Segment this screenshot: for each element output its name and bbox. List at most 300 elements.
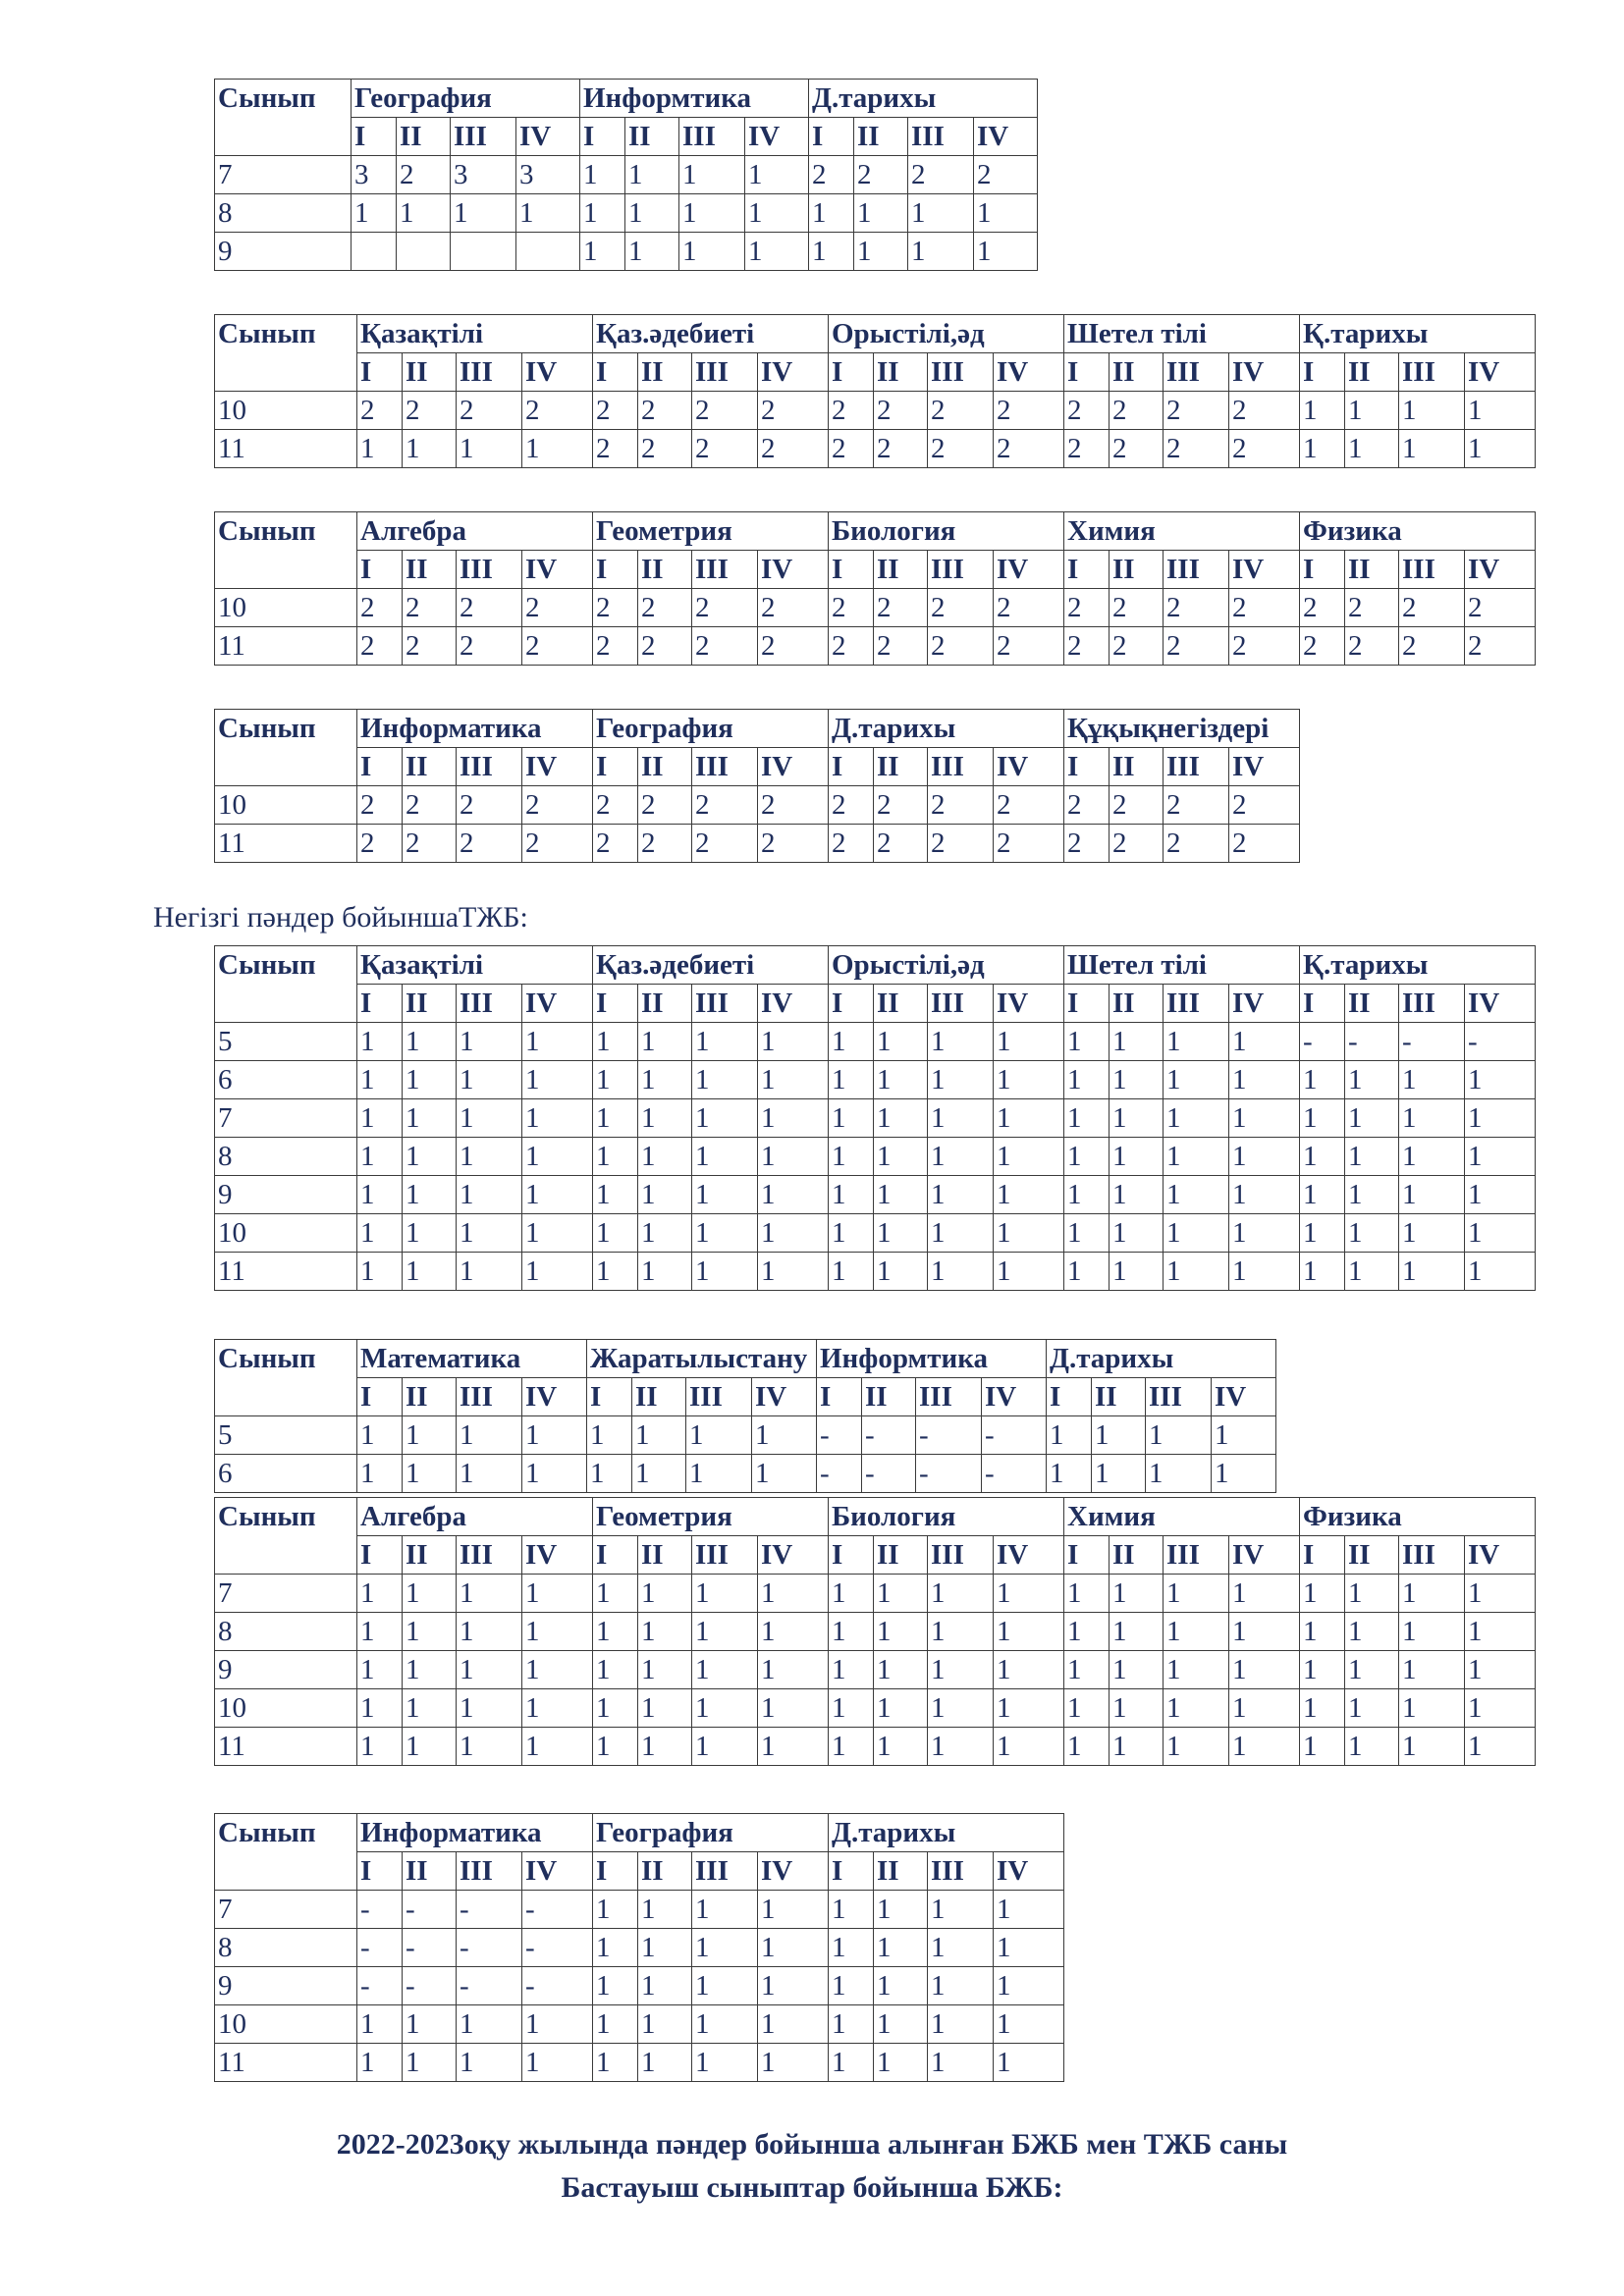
quarter-header: II xyxy=(1110,551,1164,589)
value-cell: 1 xyxy=(397,194,451,233)
subject-header: Информатика xyxy=(357,1814,593,1852)
value-cell: 2 xyxy=(928,786,994,825)
value-cell: 1 xyxy=(1399,1613,1465,1651)
value-cell: 1 xyxy=(638,1253,692,1291)
quarter-header: I xyxy=(1300,985,1345,1023)
value-cell: 1 xyxy=(994,1176,1064,1214)
subject-header: Орыстілі,әд xyxy=(829,946,1064,985)
value-cell: 1 xyxy=(928,1967,994,2005)
value-cell: 1 xyxy=(692,1967,758,2005)
data-table xyxy=(214,1497,1536,1766)
quarter-header: II xyxy=(1345,1536,1399,1575)
value-cell: 1 xyxy=(638,1651,692,1689)
value-cell: 1 xyxy=(522,1253,593,1291)
value-cell: 1 xyxy=(1164,1728,1229,1766)
value-cell: 1 xyxy=(1465,1575,1536,1613)
quarter-header: II xyxy=(403,1536,457,1575)
grade-cell: 9 xyxy=(215,1967,357,2005)
grade-cell: 11 xyxy=(215,1253,357,1291)
value-cell: 1 xyxy=(994,1651,1064,1689)
subject-header: Алгебра xyxy=(357,512,593,551)
quarter-header: IV xyxy=(994,551,1064,589)
value-cell: 1 xyxy=(874,1176,928,1214)
value-cell: 1 xyxy=(974,233,1038,271)
subject-header: Қаз.әдебиеті xyxy=(593,315,829,353)
value-cell: 1 xyxy=(1110,1023,1164,1061)
grade-cell: 11 xyxy=(215,627,357,666)
value-cell: - xyxy=(862,1416,916,1455)
quarter-header: II xyxy=(397,118,451,156)
value-cell: 1 xyxy=(994,1967,1064,2005)
value-cell: 1 xyxy=(1110,1253,1164,1291)
value-cell: 1 xyxy=(1465,1651,1536,1689)
data-table xyxy=(214,945,1536,1291)
quarter-header: IV xyxy=(1229,748,1300,786)
value-cell: 2 xyxy=(1465,627,1536,666)
value-cell: 1 xyxy=(522,1214,593,1253)
value-cell: 1 xyxy=(403,1176,457,1214)
grade-cell: 8 xyxy=(215,1138,357,1176)
value-cell: 1 xyxy=(692,1891,758,1929)
value-cell: 1 xyxy=(457,1099,522,1138)
quarter-header: I xyxy=(357,551,403,589)
value-cell: 1 xyxy=(829,1061,874,1099)
value-cell: 2 xyxy=(758,627,829,666)
value-cell: 1 xyxy=(1110,1613,1164,1651)
subject-header: Информтика xyxy=(817,1340,1047,1378)
value-cell: 1 xyxy=(874,1575,928,1613)
value-cell: 1 xyxy=(357,1061,403,1099)
value-cell: 1 xyxy=(357,2005,403,2044)
value-cell: 1 xyxy=(638,1023,692,1061)
value-cell: 1 xyxy=(1229,1023,1300,1061)
quarter-header: II xyxy=(1092,1378,1146,1416)
value-cell: 1 xyxy=(403,1689,457,1728)
value-cell: 1 xyxy=(1345,1689,1399,1728)
value-cell: 2 xyxy=(457,786,522,825)
value-cell: 1 xyxy=(1110,1214,1164,1253)
value-cell: 1 xyxy=(928,1138,994,1176)
quarter-header: II xyxy=(1110,1536,1164,1575)
subject-header: Д.тарихы xyxy=(829,710,1064,748)
value-cell: 1 xyxy=(593,1214,638,1253)
value-cell: 1 xyxy=(692,1728,758,1766)
value-cell: 1 xyxy=(1300,430,1345,468)
value-cell: - xyxy=(1345,1023,1399,1061)
value-cell: 2 xyxy=(1164,627,1229,666)
value-cell: 1 xyxy=(758,2044,829,2082)
value-cell: 1 xyxy=(457,1455,522,1493)
quarter-header: II xyxy=(403,1378,457,1416)
value-cell: 1 xyxy=(1110,1651,1164,1689)
value-cell: 1 xyxy=(522,1416,587,1455)
value-cell: 2 xyxy=(974,156,1038,194)
quarter-header: II xyxy=(874,748,928,786)
value-cell: 1 xyxy=(874,1929,928,1967)
value-cell: 1 xyxy=(1092,1455,1146,1493)
value-cell xyxy=(451,233,516,271)
value-cell: 1 xyxy=(874,1689,928,1728)
value-cell: - xyxy=(457,1967,522,2005)
value-cell: 1 xyxy=(357,2044,403,2082)
value-cell: 1 xyxy=(1399,1138,1465,1176)
subject-header: География xyxy=(593,710,829,748)
quarter-header: III xyxy=(928,985,994,1023)
value-cell: 1 xyxy=(1064,1176,1110,1214)
value-cell: 2 xyxy=(1399,589,1465,627)
value-cell: 1 xyxy=(522,1728,593,1766)
value-cell: 1 xyxy=(403,1416,457,1455)
value-cell: 2 xyxy=(403,627,457,666)
value-cell: 1 xyxy=(638,1099,692,1138)
quarter-header: IV xyxy=(994,985,1064,1023)
quarter-header: IV xyxy=(522,1536,593,1575)
value-cell: - xyxy=(522,1967,593,2005)
value-cell: 1 xyxy=(1110,1689,1164,1728)
value-cell: 1 xyxy=(638,1613,692,1651)
value-cell: - xyxy=(522,1891,593,1929)
value-cell: 1 xyxy=(357,1455,403,1493)
value-cell: 1 xyxy=(522,1651,593,1689)
quarter-header: I xyxy=(1064,551,1110,589)
grade-cell: 5 xyxy=(215,1023,357,1061)
data-table xyxy=(214,709,1300,863)
subject-header: Информтика xyxy=(580,80,809,118)
value-cell: 1 xyxy=(522,1575,593,1613)
value-cell: 1 xyxy=(1110,1099,1164,1138)
quarter-header: IV xyxy=(994,1852,1064,1891)
value-cell: 2 xyxy=(1164,589,1229,627)
value-cell: 1 xyxy=(928,1061,994,1099)
subject-header: Химия xyxy=(1064,512,1300,551)
table-row xyxy=(215,233,1038,271)
value-cell: 1 xyxy=(357,430,403,468)
value-cell: 1 xyxy=(1345,1613,1399,1651)
value-cell: 2 xyxy=(593,825,638,863)
value-cell: 1 xyxy=(357,1176,403,1214)
value-cell: 1 xyxy=(1146,1455,1212,1493)
value-cell: 1 xyxy=(874,2005,928,2044)
quarter-header: IV xyxy=(522,1852,593,1891)
value-cell: 1 xyxy=(758,1728,829,1766)
quarter-header: IV xyxy=(758,353,829,392)
value-cell: 1 xyxy=(522,1138,593,1176)
value-cell: 2 xyxy=(829,627,874,666)
value-cell: 1 xyxy=(1300,1728,1345,1766)
subject-header: Шетел тілі xyxy=(1064,946,1300,985)
value-cell: 2 xyxy=(692,786,758,825)
value-cell: 2 xyxy=(994,786,1064,825)
value-cell: 1 xyxy=(829,1613,874,1651)
value-cell: 1 xyxy=(874,1651,928,1689)
value-cell: 1 xyxy=(1229,1214,1300,1253)
quarter-header: I xyxy=(829,1852,874,1891)
quarter-header: I xyxy=(817,1378,862,1416)
value-cell: 1 xyxy=(829,1967,874,2005)
value-cell: - xyxy=(916,1455,982,1493)
value-cell: 2 xyxy=(522,825,593,863)
value-cell: 1 xyxy=(829,1689,874,1728)
quarter-header: II xyxy=(1345,985,1399,1023)
value-cell: - xyxy=(457,1929,522,1967)
value-cell: 1 xyxy=(692,1023,758,1061)
value-cell: - xyxy=(1465,1023,1536,1061)
value-cell: 1 xyxy=(854,194,908,233)
value-cell: 1 xyxy=(1300,392,1345,430)
value-cell: 1 xyxy=(928,1651,994,1689)
value-cell: 1 xyxy=(403,1455,457,1493)
value-cell: 1 xyxy=(352,194,397,233)
value-cell: 2 xyxy=(522,627,593,666)
quarter-header: II xyxy=(1110,353,1164,392)
value-cell: 1 xyxy=(994,1138,1064,1176)
table-row xyxy=(215,627,1536,666)
grade-cell: 10 xyxy=(215,2005,357,2044)
value-cell: 1 xyxy=(829,1651,874,1689)
value-cell: 1 xyxy=(357,1099,403,1138)
value-cell: 1 xyxy=(522,1455,587,1493)
value-cell: 1 xyxy=(874,1214,928,1253)
subject-header: Қазақтілі xyxy=(357,946,593,985)
quarter-header: I xyxy=(809,118,854,156)
quarter-header: I xyxy=(357,985,403,1023)
value-cell: 1 xyxy=(1465,1689,1536,1728)
grade-cell: 10 xyxy=(215,786,357,825)
value-cell: 1 xyxy=(692,1138,758,1176)
quarter-header: IV xyxy=(516,118,580,156)
quarter-header: I xyxy=(829,748,874,786)
value-cell: 1 xyxy=(1465,1099,1536,1138)
value-cell: 1 xyxy=(928,2005,994,2044)
value-cell: 1 xyxy=(809,194,854,233)
grade-cell: 10 xyxy=(215,392,357,430)
table-row xyxy=(215,786,1300,825)
value-cell: 2 xyxy=(522,786,593,825)
value-cell: 1 xyxy=(632,1416,686,1455)
value-cell: 2 xyxy=(1229,825,1300,863)
table-row xyxy=(215,1099,1536,1138)
quarter-header: I xyxy=(1064,985,1110,1023)
value-cell: 1 xyxy=(1064,1728,1110,1766)
value-cell: 1 xyxy=(758,1023,829,1061)
value-cell: 1 xyxy=(692,1253,758,1291)
value-cell: 2 xyxy=(403,786,457,825)
value-cell: 1 xyxy=(679,156,745,194)
quarter-header: III xyxy=(916,1378,982,1416)
value-cell: 1 xyxy=(638,1214,692,1253)
value-cell: - xyxy=(457,1891,522,1929)
quarter-header: III xyxy=(1164,985,1229,1023)
quarter-header: I xyxy=(357,748,403,786)
value-cell: - xyxy=(982,1455,1047,1493)
value-cell: 1 xyxy=(403,1253,457,1291)
value-cell: 1 xyxy=(874,2044,928,2082)
value-cell: 1 xyxy=(1300,1651,1345,1689)
value-cell: 2 xyxy=(522,392,593,430)
value-cell: 1 xyxy=(692,1689,758,1728)
subject-header: Геометрия xyxy=(593,1498,829,1536)
grade-cell: 8 xyxy=(215,194,352,233)
value-cell: 1 xyxy=(908,233,974,271)
value-cell: 1 xyxy=(874,1061,928,1099)
quarter-header: IV xyxy=(758,985,829,1023)
value-cell: 1 xyxy=(758,2005,829,2044)
value-cell: 2 xyxy=(397,156,451,194)
value-cell: 1 xyxy=(457,430,522,468)
value-cell: 1 xyxy=(829,1728,874,1766)
value-cell: 1 xyxy=(1399,1176,1465,1214)
value-cell: 1 xyxy=(686,1416,752,1455)
value-cell: 1 xyxy=(928,1214,994,1253)
value-cell: 1 xyxy=(403,430,457,468)
value-cell: 1 xyxy=(593,1099,638,1138)
quarter-header: III xyxy=(928,551,994,589)
value-cell: 1 xyxy=(1399,1728,1465,1766)
value-cell: 1 xyxy=(994,2005,1064,2044)
value-cell: 2 xyxy=(928,392,994,430)
subject-header: Физика xyxy=(1300,512,1536,551)
value-cell: 1 xyxy=(679,233,745,271)
value-cell: 1 xyxy=(638,1575,692,1613)
table-row xyxy=(215,589,1536,627)
value-cell: 1 xyxy=(1229,1689,1300,1728)
value-cell: 1 xyxy=(1399,1099,1465,1138)
class-header: Сынып xyxy=(215,315,357,392)
quarter-header: III xyxy=(457,748,522,786)
value-cell: 1 xyxy=(593,1651,638,1689)
value-cell: 1 xyxy=(692,2044,758,2082)
grade-cell: 7 xyxy=(215,1891,357,1929)
quarter-header: II xyxy=(638,985,692,1023)
value-cell: 1 xyxy=(758,1253,829,1291)
grade-cell: 11 xyxy=(215,430,357,468)
quarter-header: I xyxy=(593,551,638,589)
value-cell: 1 xyxy=(1345,1575,1399,1613)
table-row xyxy=(215,430,1536,468)
value-cell: - xyxy=(403,1929,457,1967)
value-cell: 1 xyxy=(638,1967,692,2005)
grade-cell: 9 xyxy=(215,233,352,271)
value-cell: - xyxy=(1399,1023,1465,1061)
value-cell: 2 xyxy=(1229,627,1300,666)
value-cell: 1 xyxy=(625,233,679,271)
value-cell: 1 xyxy=(593,1176,638,1214)
value-cell: 1 xyxy=(1229,1138,1300,1176)
value-cell: 1 xyxy=(638,1891,692,1929)
value-cell: 1 xyxy=(593,2044,638,2082)
value-cell: 1 xyxy=(1229,1651,1300,1689)
value-cell: 1 xyxy=(1064,1061,1110,1099)
value-cell: 1 xyxy=(403,1575,457,1613)
quarter-header: I xyxy=(580,118,625,156)
quarter-header: IV xyxy=(758,1852,829,1891)
quarter-header: III xyxy=(457,1852,522,1891)
value-cell: 1 xyxy=(928,1613,994,1651)
value-cell: 1 xyxy=(829,1176,874,1214)
value-cell: 1 xyxy=(758,1613,829,1651)
table-row xyxy=(215,825,1300,863)
table-row xyxy=(215,1253,1536,1291)
grade-cell: 11 xyxy=(215,2044,357,2082)
subject-header: Шетел тілі xyxy=(1064,315,1300,353)
value-cell: 1 xyxy=(357,1253,403,1291)
value-cell: 1 xyxy=(758,1575,829,1613)
grade-cell: 6 xyxy=(215,1061,357,1099)
subject-header: Биология xyxy=(829,512,1064,551)
value-cell: 2 xyxy=(638,786,692,825)
value-cell: 1 xyxy=(593,1613,638,1651)
value-cell: 1 xyxy=(692,1575,758,1613)
quarter-header: IV xyxy=(1465,1536,1536,1575)
value-cell: 1 xyxy=(928,1099,994,1138)
value-cell: 1 xyxy=(638,1689,692,1728)
value-cell: 1 xyxy=(457,1728,522,1766)
quarter-header: IV xyxy=(758,1536,829,1575)
value-cell: 2 xyxy=(1229,430,1300,468)
value-cell: - xyxy=(357,1891,403,1929)
value-cell: 1 xyxy=(758,1689,829,1728)
subject-header: Қаз.әдебиеті xyxy=(593,946,829,985)
value-cell: 1 xyxy=(874,1613,928,1651)
value-cell: 1 xyxy=(457,1214,522,1253)
value-cell: 2 xyxy=(1110,392,1164,430)
value-cell: 1 xyxy=(874,1967,928,2005)
grade-cell: 6 xyxy=(215,1455,357,1493)
value-cell: 1 xyxy=(1064,1613,1110,1651)
quarter-header: I xyxy=(1064,353,1110,392)
value-cell: 1 xyxy=(1164,1099,1229,1138)
value-cell: 1 xyxy=(994,1575,1064,1613)
quarter-header: I xyxy=(593,1852,638,1891)
value-cell xyxy=(397,233,451,271)
value-cell: 1 xyxy=(745,233,809,271)
quarter-header: I xyxy=(587,1378,632,1416)
quarter-header: IV xyxy=(522,1378,587,1416)
value-cell: - xyxy=(403,1891,457,1929)
value-cell: 1 xyxy=(758,1214,829,1253)
value-cell: 1 xyxy=(758,1138,829,1176)
quarter-header: I xyxy=(1064,1536,1110,1575)
value-cell: 1 xyxy=(1300,1575,1345,1613)
value-cell: 1 xyxy=(1229,1253,1300,1291)
value-cell: 1 xyxy=(457,1176,522,1214)
value-cell: 1 xyxy=(1212,1416,1276,1455)
value-cell: 1 xyxy=(928,1929,994,1967)
quarter-header: II xyxy=(403,748,457,786)
table-row xyxy=(215,1689,1536,1728)
value-cell: 1 xyxy=(758,1176,829,1214)
quarter-header: III xyxy=(1399,551,1465,589)
value-cell: - xyxy=(817,1416,862,1455)
quarter-header: IV xyxy=(1229,1536,1300,1575)
quarter-header: III xyxy=(457,1378,522,1416)
value-cell: 1 xyxy=(638,1176,692,1214)
value-cell: 1 xyxy=(1110,1061,1164,1099)
value-cell: 2 xyxy=(994,430,1064,468)
value-cell: 2 xyxy=(874,825,928,863)
value-cell: 1 xyxy=(1164,1689,1229,1728)
value-cell: 1 xyxy=(1164,1023,1229,1061)
value-cell: 1 xyxy=(1300,1138,1345,1176)
value-cell: 1 xyxy=(758,1651,829,1689)
quarter-header: III xyxy=(928,1536,994,1575)
value-cell: 2 xyxy=(457,825,522,863)
subject-header: Физика xyxy=(1300,1498,1536,1536)
value-cell: 1 xyxy=(1345,392,1399,430)
quarter-header: III xyxy=(692,353,758,392)
value-cell: 2 xyxy=(874,430,928,468)
quarter-header: II xyxy=(874,1852,928,1891)
